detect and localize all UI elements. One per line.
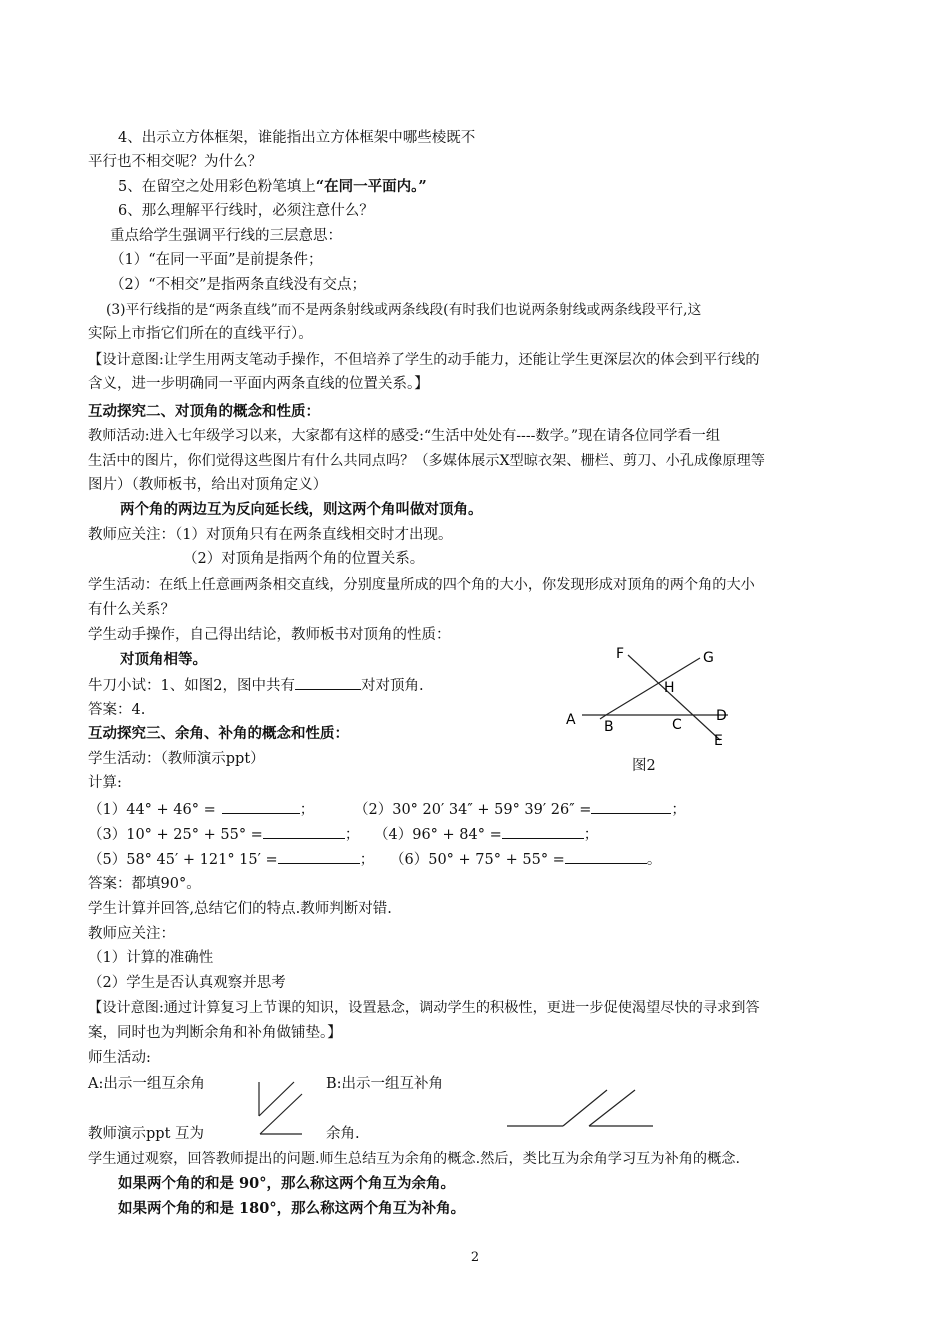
text-span: 5、在留空之处用彩色粉笔填上 — [118, 179, 316, 195]
calc-expr: （1）44° + 46° = — [88, 802, 216, 818]
text-line: （1）计算的准确性 — [88, 950, 214, 966]
text-line: 计算: — [88, 775, 122, 791]
text-line: 重点给学生强调平行线的三层意思： — [110, 228, 342, 244]
text-line: 生活中的图片，你们觉得这些图片有什么共同点吗？（多媒体展示X型晾衣架、栅栏、剪刀、小孔成像原理等 — [88, 453, 765, 469]
supplementary-angles-figure — [505, 1084, 655, 1128]
label-b: B — [604, 719, 614, 735]
text-line: （1）“在同一平面”是前提条件； — [110, 252, 323, 268]
answer-blank — [502, 824, 584, 839]
text-line: 实际上市指它们所在的直线平行）。 — [88, 326, 313, 342]
design-intent-text: 案，同时也为判断余角和补角做铺垫。】 — [88, 1025, 342, 1041]
answer-blank — [565, 849, 647, 864]
calc-expr: （4）96° + 84° = — [374, 827, 502, 843]
definition-text: 两个角的两边互为反向延长线，则这两个角叫做对顶角。 — [120, 501, 483, 518]
line-bg — [606, 658, 700, 715]
text-line: 教师演示ppt 互为 — [88, 1126, 204, 1142]
label-a: A — [566, 712, 576, 728]
figure-caption: 图2 — [632, 758, 656, 774]
calc-item — [354, 799, 686, 820]
text-line: 答案：都填90°。 — [88, 876, 201, 892]
text-line — [88, 675, 424, 696]
label-g: G — [703, 650, 714, 666]
calc-item — [374, 824, 598, 845]
text-line: 学生活动：在纸上任意画两条相交直线，分别度量所成的四个角的大小，你发现形成对顶角的两个角的大小 — [88, 577, 755, 593]
text-line: 教师应关注：（1）对顶角只有在两条直线相交时才出现。 — [88, 527, 453, 543]
text-line: 图片）（教师板书，给出对顶角定义） — [88, 477, 328, 493]
calc-expr: （6）50° + 75° + 55° = — [390, 852, 565, 868]
angle-line — [589, 1090, 635, 1126]
label-h: H — [664, 680, 675, 696]
text-line: （2）“不相交”是指两条直线没有交点； — [110, 277, 367, 293]
text-line: 学生通过观察，回答教师提出的问题.师生总结互为余角的概念.然后，类比互为余角学习互为补角的概念. — [88, 1151, 740, 1167]
text-line: A:出示一组互余角 — [88, 1076, 205, 1092]
answer-blank — [263, 824, 345, 839]
answer-blank — [278, 849, 360, 864]
emphasis-text: “在同一平面内。” — [315, 178, 427, 195]
calc-end: ； — [344, 827, 360, 843]
text-line: 教师应关注： — [88, 926, 175, 942]
design-intent-text: 【设计意图:让学生用两支笔动手操作，不但培养了学生的动手能力，还能让学生更深层次的体会到平行线的 — [88, 352, 760, 368]
calc-end: ； — [359, 852, 375, 868]
text-span: 牛刀小试：1、如图2，图中共有 — [88, 678, 295, 694]
definition-text: 如果两个角的和是 180°，那么称这两个角互为补角。 — [118, 1200, 466, 1217]
calc-item — [88, 824, 359, 845]
calc-end: ； — [583, 827, 599, 843]
text-line: 学生活动：（教师演示ppt） — [88, 751, 265, 767]
text-line: 平行也不相交呢？为什么？ — [88, 154, 262, 170]
text-line: (3)平行线指的是“两条直线”而不是两条射线或两条线段(有时我们也说两条射线或两条线段平行,这 — [106, 302, 702, 318]
calc-end: ； — [299, 802, 315, 818]
text-line: 4、出示立方体框架，谁能指出立方体框架中哪些棱既不 — [118, 130, 476, 146]
design-intent-text: 【设计意图:通过计算复习上节课的知识，设置悬念，调动学生的积极性，更进一步促使渴望尽快的寻求到答 — [88, 1000, 760, 1016]
calc-end: ； — [671, 802, 686, 818]
text-line: 6、那么理解平行线时，必须注意什么？ — [118, 203, 374, 219]
text-line — [118, 177, 427, 197]
text-line: （2）对顶角是指两个角的位置关系。 — [183, 551, 425, 567]
answer-blank — [295, 675, 361, 690]
calc-item — [88, 799, 314, 820]
text-line: 学生动手操作，自己得出结论，教师板书对顶角的性质： — [88, 627, 451, 643]
definition-text: 如果两个角的和是 90°，那么称这两个角互为余角。 — [118, 1175, 455, 1192]
answer-blank — [222, 799, 300, 814]
angle-line — [259, 1082, 294, 1116]
answer-blank — [591, 799, 671, 814]
text-line: 答案：4. — [88, 702, 146, 718]
angle-line — [260, 1094, 302, 1134]
text-line: （2）学生是否认真观察并思考 — [88, 975, 286, 991]
text-line: 余角. — [326, 1126, 360, 1142]
design-intent-text: 含义，进一步明确同一平面内两条直线的位置关系。】 — [88, 376, 429, 392]
calc-expr: （3）10° + 25° + 55° = — [88, 827, 263, 843]
section-heading: 互动探究二、对顶角的概念和性质： — [88, 403, 320, 420]
page-number: 2 — [470, 1250, 480, 1265]
label-d: D — [716, 708, 727, 724]
label-c: C — [672, 717, 682, 733]
text-line: 师生活动: — [88, 1050, 151, 1066]
text-span: 对对顶角. — [360, 678, 424, 694]
text-line: 有什么关系？ — [88, 602, 175, 618]
calc-expr: （5）58° 45′ + 121° 15′ = — [88, 852, 278, 868]
calc-item — [390, 849, 661, 870]
complementary-angles-figure — [250, 1076, 310, 1140]
angle-line — [563, 1090, 607, 1126]
property-text: 对顶角相等。 — [120, 651, 207, 668]
calc-item — [88, 849, 374, 870]
label-e: E — [714, 733, 723, 749]
text-line: B:出示一组互补角 — [326, 1076, 444, 1092]
calc-expr: （2）30° 20′ 34″ + 59° 39′ 26″ = — [354, 802, 592, 818]
label-f: F — [616, 646, 625, 662]
text-line: 教师活动:进入七年级学习以来，大家都有这样的感受:“生活中处处有----数学。”现在请各位同学看一组 — [88, 428, 721, 444]
text-line: 学生计算并回答,总结它们的特点.教师判断对错. — [88, 901, 392, 917]
section-heading: 互动探究三、余角、补角的概念和性质： — [88, 725, 349, 742]
calc-end: 。 — [646, 852, 662, 868]
